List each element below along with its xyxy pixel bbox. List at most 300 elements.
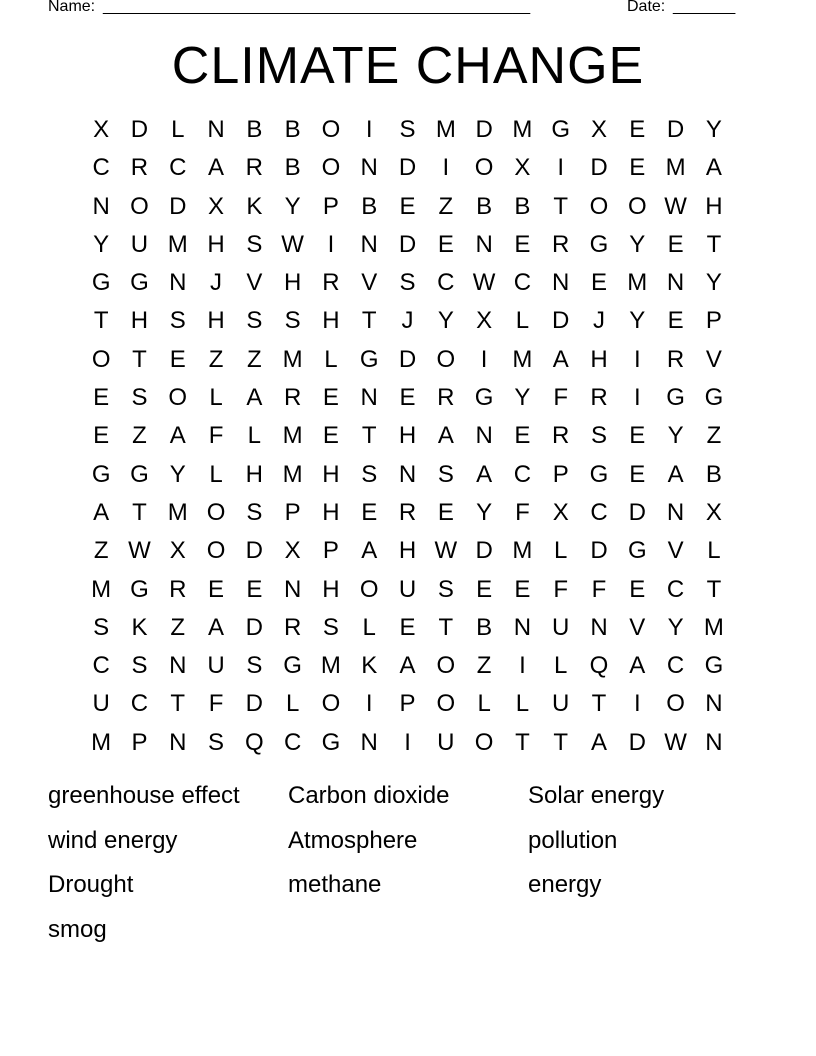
grid-letter: H	[207, 230, 225, 258]
grid-letter: T	[132, 345, 147, 373]
grid-letter: R	[130, 154, 149, 182]
word-list-item: Drought	[48, 871, 134, 898]
grid-letter: G	[551, 116, 571, 143]
grid-letter: N	[398, 460, 417, 488]
grid-letter: D	[552, 307, 570, 335]
grid-letter: J	[401, 307, 414, 335]
date-field-line: _______	[673, 0, 736, 15]
grid-letter: X	[169, 537, 186, 565]
grid-letter: X	[93, 116, 110, 143]
word-list-item: smog	[48, 915, 107, 943]
grid-letter: E	[629, 460, 646, 488]
grid-letter: C	[130, 690, 149, 718]
grid-letter: I	[365, 690, 373, 718]
grid-letter: S	[399, 116, 416, 143]
grid-letter: S	[169, 307, 186, 335]
grid-letter: R	[169, 575, 187, 603]
grid-letter: H	[398, 537, 417, 565]
grid-letter: U	[398, 575, 417, 603]
grid-letter: C	[590, 498, 608, 526]
grid-letter: N	[169, 269, 187, 297]
grid-letter: H	[207, 307, 225, 335]
grid-letter: G	[589, 460, 609, 488]
grid-letter: W	[664, 192, 687, 220]
grid-letter: N	[552, 269, 570, 297]
grid-letter: E	[437, 498, 454, 526]
grid-letter: H	[245, 460, 263, 488]
grid-letter: B	[284, 154, 301, 182]
grid-letter: S	[284, 307, 301, 335]
grid-letter: O	[436, 690, 456, 718]
grid-letter: E	[93, 422, 110, 450]
word-list-item: methane	[288, 871, 382, 898]
grid-letter: S	[246, 498, 263, 526]
grid-letter: W	[472, 269, 496, 297]
grid-letter: T	[438, 613, 454, 641]
grid-letter: U	[552, 613, 570, 641]
grid-letter: N	[705, 690, 723, 718]
grid-letter: M	[435, 116, 456, 143]
grid-letter: U	[207, 652, 225, 680]
grid-letter: C	[437, 269, 455, 297]
grid-letter: G	[704, 652, 724, 680]
grid-letter: M	[91, 728, 112, 756]
grid-letter: C	[283, 728, 302, 756]
grid-letter: X	[552, 498, 569, 526]
grid-letter: K	[131, 613, 148, 641]
grid-letter: S	[131, 384, 148, 412]
grid-letter: D	[475, 537, 493, 565]
grid-letter: L	[554, 652, 568, 680]
grid-letter: T	[361, 422, 377, 450]
grid-letter: R	[590, 384, 608, 412]
grid-letter: N	[513, 613, 532, 641]
grid-letter: Y	[476, 498, 493, 526]
grid-letter: W	[434, 537, 458, 565]
grid-letter: N	[360, 154, 378, 182]
grid-letter: O	[436, 652, 456, 680]
grid-letter: H	[590, 345, 608, 373]
grid-letter: E	[667, 307, 684, 335]
grid-letter: O	[359, 575, 379, 603]
grid-letter: T	[515, 728, 530, 756]
grid-letter: H	[322, 575, 340, 603]
grid-letter: I	[633, 690, 641, 718]
grid-letter: B	[705, 460, 722, 488]
grid-letter: F	[553, 384, 569, 412]
grid-letter: R	[398, 498, 417, 526]
grid-letter: E	[514, 422, 531, 450]
grid-letter: X	[284, 537, 301, 565]
grid-letter: E	[629, 116, 646, 143]
grid-letter: L	[362, 613, 376, 641]
grid-letter: L	[171, 116, 185, 143]
grid-letter: C	[169, 154, 187, 182]
grid-letter: L	[515, 690, 530, 718]
grid-letter: N	[666, 498, 685, 526]
grid-letter: M	[627, 269, 648, 297]
grid-letter: N	[92, 192, 110, 220]
grid-letter: S	[322, 613, 339, 641]
word-list	[48, 776, 768, 954]
grid-letter: V	[246, 269, 263, 297]
grid-letter: G	[704, 384, 724, 412]
grid-letter: M	[91, 575, 112, 603]
grid-letter: Z	[208, 345, 224, 373]
grid-letter: R	[283, 384, 302, 412]
grid-letter: E	[322, 384, 339, 412]
grid-letter: O	[474, 728, 494, 756]
grid-letter: T	[93, 307, 109, 335]
grid-letter: S	[246, 652, 263, 680]
grid-letter: X	[476, 307, 493, 335]
grid-letter: D	[130, 116, 149, 143]
grid-letter: R	[552, 230, 570, 258]
word-list-item: Solar energy	[528, 782, 665, 809]
grid-letter: W	[128, 537, 151, 565]
word-list-item: Carbon dioxide	[288, 782, 450, 809]
grid-letter: M	[167, 498, 188, 526]
grid-letter: T	[170, 690, 186, 718]
grid-letter: G	[130, 575, 149, 603]
grid-letter: L	[515, 307, 530, 335]
grid-letter: G	[91, 269, 111, 297]
grid-letter: M	[665, 154, 686, 182]
grid-letter: O	[206, 498, 226, 526]
grid-letter: H	[322, 460, 340, 488]
grid-letter: A	[399, 652, 416, 680]
page-title: CLIMATE CHANGE	[171, 37, 645, 95]
grid-letter: H	[130, 307, 149, 335]
grid-letter: X	[591, 116, 608, 143]
grid-letter: G	[91, 460, 111, 488]
grid-letter: D	[245, 690, 263, 718]
grid-letter: T	[591, 690, 607, 718]
grid-letter: V	[361, 269, 378, 297]
grid-letter: Y	[705, 269, 722, 297]
grid-letter: N	[705, 728, 723, 756]
word-list-item: energy	[528, 871, 602, 898]
grid-letter: O	[666, 690, 685, 718]
grid-letter: O	[168, 384, 188, 412]
grid-letter: X	[705, 498, 722, 526]
grid-letter: S	[246, 307, 263, 335]
grid-letter: N	[475, 230, 493, 258]
grid-letter: E	[591, 269, 608, 297]
grid-letter: M	[320, 652, 341, 680]
grid-letter: G	[589, 230, 609, 258]
grid-letter: N	[590, 613, 608, 641]
grid-letter: N	[169, 652, 187, 680]
grid-letter: X	[514, 154, 531, 182]
grid-letter: O	[130, 192, 149, 220]
grid-letter: A	[591, 728, 608, 756]
grid-letter: H	[283, 269, 302, 297]
grid-letter: P	[399, 690, 416, 718]
grid-letter: E	[93, 384, 110, 412]
grid-letter: I	[633, 345, 641, 373]
grid-letter: Z	[247, 345, 262, 373]
grid-letter: Z	[438, 192, 454, 220]
grid-letter: O	[206, 537, 226, 565]
grid-letter: C	[513, 460, 532, 488]
grid-letter: B	[514, 192, 531, 220]
grid-letter: R	[322, 269, 340, 297]
grid-letter: L	[247, 422, 262, 450]
grid-letter: F	[515, 498, 530, 526]
grid-letter: S	[591, 422, 608, 450]
grid-letter: P	[322, 537, 339, 565]
grid-letter: Y	[667, 613, 684, 641]
grid-letter: E	[629, 154, 646, 182]
grid-letter: Y	[437, 307, 454, 335]
grid-letter: Z	[93, 537, 109, 565]
grid-letter: G	[474, 384, 494, 412]
grid-letter: R	[245, 154, 263, 182]
grid-letter: D	[398, 230, 417, 258]
grid-letter: T	[553, 192, 569, 220]
grid-letter: B	[246, 116, 263, 143]
grid-letter: Y	[629, 307, 646, 335]
grid-letter: U	[92, 690, 110, 718]
grid-letter: S	[437, 460, 454, 488]
grid-letter: P	[552, 460, 569, 488]
grid-letter: R	[283, 613, 302, 641]
grid-letter: H	[322, 307, 340, 335]
grid-letter: P	[284, 498, 301, 526]
grid-letter: K	[246, 192, 263, 220]
grid-letter: Z	[476, 652, 492, 680]
grid-letter: N	[475, 422, 493, 450]
grid-letter: R	[666, 345, 685, 373]
grid-letter: N	[169, 728, 187, 756]
grid-letter: S	[93, 613, 110, 641]
grid-letter: E	[399, 192, 416, 220]
word-list-item: greenhouse effect	[48, 782, 240, 809]
grid-letter: A	[208, 613, 225, 641]
grid-letter: T	[132, 498, 147, 526]
grid-letter: M	[703, 613, 724, 641]
grid-letter: J	[210, 269, 223, 297]
grid-letter: S	[361, 460, 378, 488]
grid-letter: E	[208, 575, 225, 603]
grid-letter: F	[553, 575, 569, 603]
grid-letter: N	[360, 230, 378, 258]
grid-letter: Y	[629, 230, 646, 258]
grid-letter: V	[667, 537, 684, 565]
grid-letter: A	[476, 460, 493, 488]
grid-letter: N	[283, 575, 302, 603]
grid-letter: E	[437, 230, 454, 258]
grid-letter: G	[130, 269, 149, 297]
grid-letter: N	[360, 384, 378, 412]
grid-letter: I	[365, 116, 373, 143]
grid-letter: G	[666, 384, 685, 412]
grid-letter: D	[398, 154, 417, 182]
grid-letter: L	[707, 537, 721, 565]
grid-letter: D	[590, 537, 608, 565]
grid-letter: B	[284, 116, 301, 143]
grid-letter: O	[474, 154, 494, 182]
grid-letter: S	[131, 652, 148, 680]
grid-letter: E	[629, 575, 646, 603]
grid-letter: G	[283, 652, 302, 680]
grid-letter: E	[476, 575, 493, 603]
grid-letter: M	[282, 460, 303, 488]
grid-letter: R	[552, 422, 570, 450]
grid-letter: T	[553, 728, 569, 756]
grid-letter: G	[627, 537, 647, 565]
word-list-item: pollution	[528, 826, 618, 854]
grid-letter: G	[321, 728, 341, 756]
grid-letter: D	[169, 192, 187, 220]
grid-letter: Y	[667, 422, 684, 450]
grid-letter: D	[628, 728, 646, 756]
grid-letter: L	[477, 690, 491, 718]
name-label: Name:	[48, 0, 96, 15]
grid-letter: S	[208, 728, 225, 756]
grid-letter: E	[169, 345, 186, 373]
grid-letter: E	[667, 230, 684, 258]
grid-letter: Q	[245, 728, 264, 756]
grid-letter: L	[209, 384, 223, 412]
grid-letter: A	[437, 422, 454, 450]
grid-letter: A	[208, 154, 225, 182]
grid-letter: B	[476, 192, 493, 220]
grid-letter: A	[705, 154, 722, 182]
grid-letter: E	[322, 422, 339, 450]
grid-letter: I	[327, 230, 335, 258]
grid-letter: E	[514, 575, 531, 603]
grid-letter: U	[437, 728, 455, 756]
word-list-item: Atmosphere	[288, 826, 418, 854]
grid-letter: E	[514, 230, 531, 258]
grid-letter: A	[361, 537, 378, 565]
grid-letter: O	[589, 192, 609, 220]
grid-letter: P	[131, 728, 148, 756]
grid-letter: H	[705, 192, 723, 220]
grid-letter: M	[282, 422, 303, 450]
grid-letter: D	[628, 498, 646, 526]
grid-letter: E	[399, 613, 416, 641]
grid-letter: O	[321, 690, 341, 718]
grid-letter: O	[91, 345, 111, 373]
grid-letter: M	[167, 230, 188, 258]
grid-letter: W	[281, 230, 304, 258]
grid-letter: F	[208, 422, 224, 450]
grid-letter: S	[437, 575, 454, 603]
grid-letter: I	[442, 154, 450, 182]
grid-letter: E	[399, 384, 416, 412]
grid-letter: V	[629, 613, 646, 641]
date-label: Date:	[627, 0, 666, 15]
grid-letter: O	[436, 345, 456, 373]
grid-letter: D	[590, 154, 608, 182]
grid-letter: Y	[93, 230, 110, 258]
grid-letter: Y	[284, 192, 301, 220]
grid-letter: D	[245, 613, 263, 641]
grid-letter: H	[322, 498, 340, 526]
grid-letter: A	[667, 460, 684, 488]
grid-letter: B	[361, 192, 378, 220]
grid-letter: N	[207, 116, 225, 143]
grid-letter: Y	[705, 116, 722, 143]
grid-letter: D	[398, 345, 417, 373]
grid-letter: D	[245, 537, 263, 565]
grid-letter: L	[285, 690, 300, 718]
grid-letter: H	[398, 422, 417, 450]
grid-letter: C	[666, 652, 685, 680]
grid-letter: S	[399, 269, 416, 297]
grid-letter: Y	[169, 460, 186, 488]
grid-letter: G	[359, 345, 379, 373]
grid-letter: J	[593, 307, 605, 335]
grid-letter: O	[321, 116, 341, 143]
grid-letter: Y	[514, 384, 531, 412]
grid-letter: L	[324, 345, 338, 373]
grid-letter: C	[666, 575, 685, 603]
grid-letter: M	[512, 537, 533, 565]
grid-letter: F	[591, 575, 607, 603]
grid-letter: S	[246, 230, 263, 258]
grid-letter: W	[664, 728, 687, 756]
grid-letter: A	[552, 345, 569, 373]
grid-letter: F	[208, 690, 224, 718]
grid-letter: M	[512, 116, 533, 143]
grid-letter: Q	[589, 652, 609, 680]
grid-letter: I	[557, 154, 565, 182]
grid-letter: P	[322, 192, 339, 220]
grid-letter: O	[321, 154, 341, 182]
grid-letter: T	[706, 230, 722, 258]
grid-letter: I	[404, 728, 411, 756]
grid-letter: T	[706, 575, 722, 603]
grid-letter: U	[552, 690, 570, 718]
word-list-item: wind energy	[48, 826, 178, 854]
grid-letter: X	[208, 192, 225, 220]
grid-letter: B	[476, 613, 493, 641]
grid-letter: P	[705, 307, 722, 335]
grid-letter: A	[629, 652, 646, 680]
grid-letter: T	[361, 307, 377, 335]
grid-letter: K	[361, 652, 378, 680]
grid-letter: C	[92, 154, 110, 182]
grid-letter: E	[629, 422, 646, 450]
grid-letter: D	[475, 116, 493, 143]
grid-letter: A	[246, 384, 263, 412]
grid-letter: A	[93, 498, 110, 526]
grid-letter: Z	[706, 422, 722, 450]
name-field-line: ________________________________________________	[103, 0, 531, 15]
grid-letter: R	[437, 384, 455, 412]
grid-letter: C	[92, 652, 110, 680]
grid-letter: I	[633, 384, 641, 412]
word-search-grid	[82, 111, 733, 762]
grid-letter: G	[130, 460, 149, 488]
grid-letter: E	[246, 575, 263, 603]
grid-letter: A	[169, 422, 186, 450]
grid-letter: V	[705, 345, 722, 373]
grid-letter: M	[282, 345, 303, 373]
header-line	[48, 0, 748, 18]
grid-letter: L	[209, 460, 223, 488]
grid-letter: Z	[170, 613, 186, 641]
grid-letter: D	[666, 116, 685, 143]
grid-letter: C	[513, 269, 532, 297]
grid-letter: I	[519, 652, 526, 680]
grid-letter: Z	[132, 422, 147, 450]
grid-letter: L	[554, 537, 568, 565]
